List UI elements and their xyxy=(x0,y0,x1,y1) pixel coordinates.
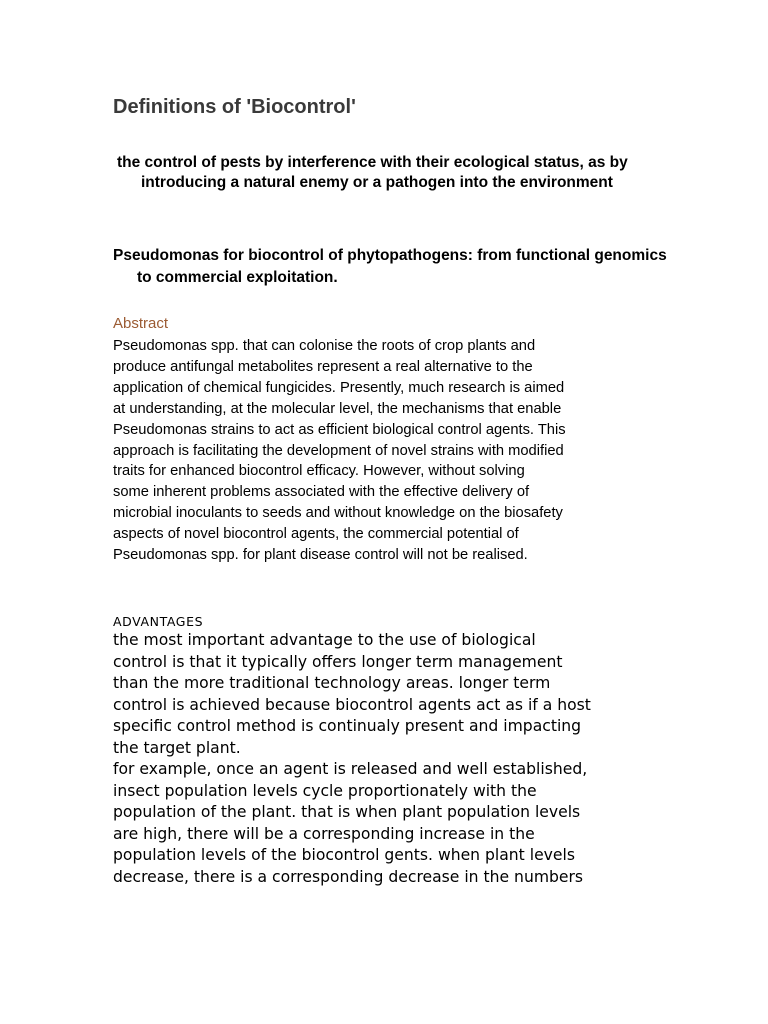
paper-title: Pseudomonas for biocontrol of phytopathogens: from functional genomics to commercial exploitation. xyxy=(113,247,667,286)
abstract-line: application of chemical fungicides. Presently, much research is aimed xyxy=(113,379,565,396)
abstract-body xyxy=(113,336,658,566)
abstract-line: some inherent problems associated with the effective delivery of xyxy=(113,484,530,501)
advantages-line: control is that it typically offers longer term management xyxy=(113,652,563,671)
advantages-body xyxy=(113,630,658,888)
abstract-line: Pseudomonas strains to act as efficient biological control agents. This xyxy=(113,421,566,438)
abstract-line: approach is facilitating the development of novel strains with modified xyxy=(113,442,564,459)
advantages-line: population of the plant. that is when plant population levels xyxy=(113,803,581,821)
abstract-line: Pseudomonas spp. that can colonise the roots of crop plants and xyxy=(113,338,536,354)
advantages-line: specific control method is continualy present and impacting xyxy=(113,717,582,735)
advantages-line: are high, there will be a corresponding increase in the xyxy=(113,824,535,843)
advantages-line: for example, once an agent is released and well established, xyxy=(113,760,588,778)
advantages-line: insect population levels cycle proportionately with the xyxy=(113,781,537,800)
advantages-line: the target plant. xyxy=(113,738,241,757)
advantages-line: control is achieved because biocontrol agents act as if a host xyxy=(113,695,591,714)
definition-text: the control of pests by interference with their ecological status, as by introducing a natural enemy or a pathogen into the environment xyxy=(117,154,628,191)
abstract-heading: Abstract xyxy=(113,315,169,332)
advantages-line: than the more traditional technology areas. longer term xyxy=(113,674,551,692)
abstract-line: microbial inoculants to seeds and without knowledge on the biosafety xyxy=(113,505,563,522)
abstract-line: traits for enhanced biocontrol efficacy. However, without solving xyxy=(113,463,525,480)
abstract-line: produce antifungal metabolites represent a real alternative to the xyxy=(113,358,533,375)
abstract-line: aspects of novel biocontrol agents, the commercial potential of xyxy=(113,526,519,543)
advantages-heading: ADVANTAGES xyxy=(113,614,204,629)
advantages-line: decrease, there is a corresponding decrease in the numbers xyxy=(113,867,584,886)
abstract-line: at understanding, at the molecular level, the mechanisms that enable xyxy=(113,400,562,417)
advantages-line: the most important advantage to the use of biological xyxy=(113,631,536,649)
abstract-line: Pseudomonas spp. for plant disease control will not be realised. xyxy=(113,547,528,564)
advantages-line: population levels of the biocontrol gents. when plant levels xyxy=(113,846,575,864)
page-title: Definitions of 'Biocontrol' xyxy=(113,96,356,118)
